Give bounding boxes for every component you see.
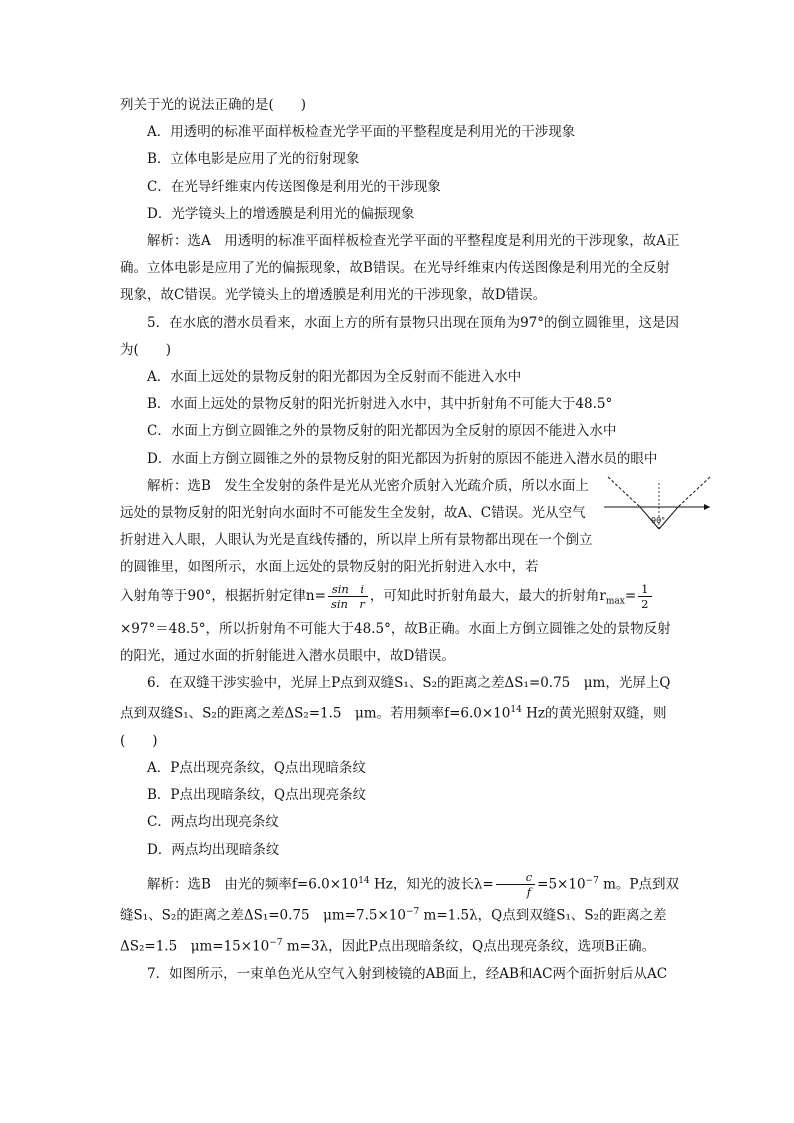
q4-stem: 列关于光的说法正确的是( ): [120, 97, 307, 113]
q4-option-b: B．立体电影是应用了光的衍射现象: [147, 151, 360, 168]
q5-analysis-wrapped: 解析：选B 发生全发射的条件是光从光密介质射入光疏介质，所以水面上远处的景物反射的阳光射向水面时不可能发生全发射，故A、C错误。光从空气折射进入人眼，人眼认为光是直线传播的，所以岸上所有景物都出现在一个倒立的圆锥里，如图所示，水面上远处的景物反射的阳光折射进入水中，若: [120, 477, 593, 576]
refraction-cone-figure: [604, 473, 714, 543]
q5-analysis-line: [120, 582, 680, 616]
q5-option-a: A．水面上远处的景物反射的阳光都因为全反射而不能进入水中: [147, 369, 522, 386]
q6-an-b: Hz，知光的波长λ=: [369, 876, 494, 893]
q6-option-b: B．P点出现暗条纹，Q点出现亮条纹: [147, 787, 367, 804]
half-denominator: 2: [641, 596, 649, 611]
q6-stem-part-a: 6．在双缝干涉实验中，光屏上P点到双缝S₁、S₂的距离之差ΔS₁=0.75 μm，光屏上Q点到双缝S₁、S₂的距离之差ΔS₂=1.5 μm。若用频率f=6.0×10: [120, 674, 671, 722]
figure-angle-label: 90°: [651, 515, 666, 525]
q6-an-exp1: 14: [358, 875, 370, 886]
rmax-subscript: max: [605, 596, 625, 607]
snell-numerator: sin i: [328, 582, 368, 597]
q6-analysis: [120, 868, 680, 961]
q4-option-c: C．在光导纤维束内传送图像是利用光的干涉现象: [147, 178, 441, 195]
q6-an-e: m=1.5λ，Q点到双缝S₁、S₂的距离之差ΔS₂=1.5 μm=15×10: [120, 907, 667, 955]
q4-option-a: A．用透明的标准平面样板检查光学平面的平整程度是利用光的干涉现象: [147, 124, 576, 141]
half-fraction: [638, 582, 651, 611]
snell-fraction: [328, 582, 368, 611]
half-numerator: 1: [638, 582, 651, 597]
q6-an-exp4: −7: [269, 938, 283, 949]
q6-an-exp3: −7: [405, 907, 420, 918]
q7-stem: 7．如图所示，一束单色光从空气入射到棱镜的AB面上，经AB和AC两个面折射后从AC: [147, 965, 668, 982]
wavelength-numerator: c: [496, 870, 535, 885]
q6-an-exp2: −7: [585, 875, 599, 886]
q6-stem: [120, 670, 680, 755]
q5-analysis-part-c: =: [624, 587, 637, 604]
q5-analysis-end: ×97°＝48.5°，所以折射角不可能大于48.5°，故B正确。水面上方倒立圆锥之处的景物反射的阳光，通过水面的折射能进入潜水员眼中，故D错误。: [120, 620, 671, 664]
wavelength-fraction: [496, 870, 535, 899]
q5-analysis-block: [120, 473, 680, 670]
q6-option-c: C．两点均出现亮条纹: [147, 814, 279, 831]
q6-stem-part-b: Hz的黄光照射双缝，则( ): [120, 705, 667, 749]
q5-analysis-part-a: 入射角等于90°，根据折射定律n=: [120, 587, 326, 604]
q6-an-f: m=3λ，因此P点出现暗条纹，Q点出现亮条纹，选项B正确。: [282, 938, 656, 955]
document-body: [120, 92, 680, 988]
q6-an-c: =5×10: [537, 876, 586, 893]
snell-denominator: sin r: [330, 596, 365, 611]
q4-analysis: 解析：选A 用透明的标准平面样板检查光学平面的平整程度是利用光的干涉现象，故A正确。立体电影是应用了光的偏振现象，故B错误。在光导纤维束内传送图像是利用光的全反射现象，故C错误。光学镜头上的增透膜是利用光的干涉现象，故D错误。: [120, 233, 680, 304]
q6-an-d: m。P点到双缝S₁、S₂的距离之差ΔS₁=0.75 μm=7.5×10: [120, 876, 680, 924]
q6-option-a: A．P点出现亮条纹，Q点出现暗条纹: [147, 760, 366, 777]
q5-option-d: D．水面上方倒立圆锥之外的景物反射的阳光都因为折射的原因不能进入潜水员的眼中: [147, 450, 658, 467]
q6-option-d: D．两点均出现暗条纹: [147, 841, 280, 858]
q5-analysis-part-b: ，可知此时折射角最大，最大的折射角r: [369, 587, 606, 604]
q5-stem: 5．在水底的潜水员看来，水面上方的所有景物只出现在顶角为97°的倒立圆锥里，这是因为( ): [120, 314, 680, 358]
q5-option-b: B．水面上远处的景物反射的阳光折射进入水中，其中折射角不可能大于48.5°: [147, 396, 613, 413]
q4-option-d: D．光学镜头上的增透膜是利用光的偏振现象: [147, 205, 415, 222]
q5-option-c: C．水面上方倒立圆锥之外的景物反射的阳光都因为全反射的原因不能进入水中: [147, 423, 617, 440]
wavelength-denominator: f: [526, 885, 532, 900]
q6-an-a: 解析：选B 由光的频率f=6.0×10: [147, 876, 359, 893]
q6-stem-exponent: 14: [510, 705, 522, 716]
